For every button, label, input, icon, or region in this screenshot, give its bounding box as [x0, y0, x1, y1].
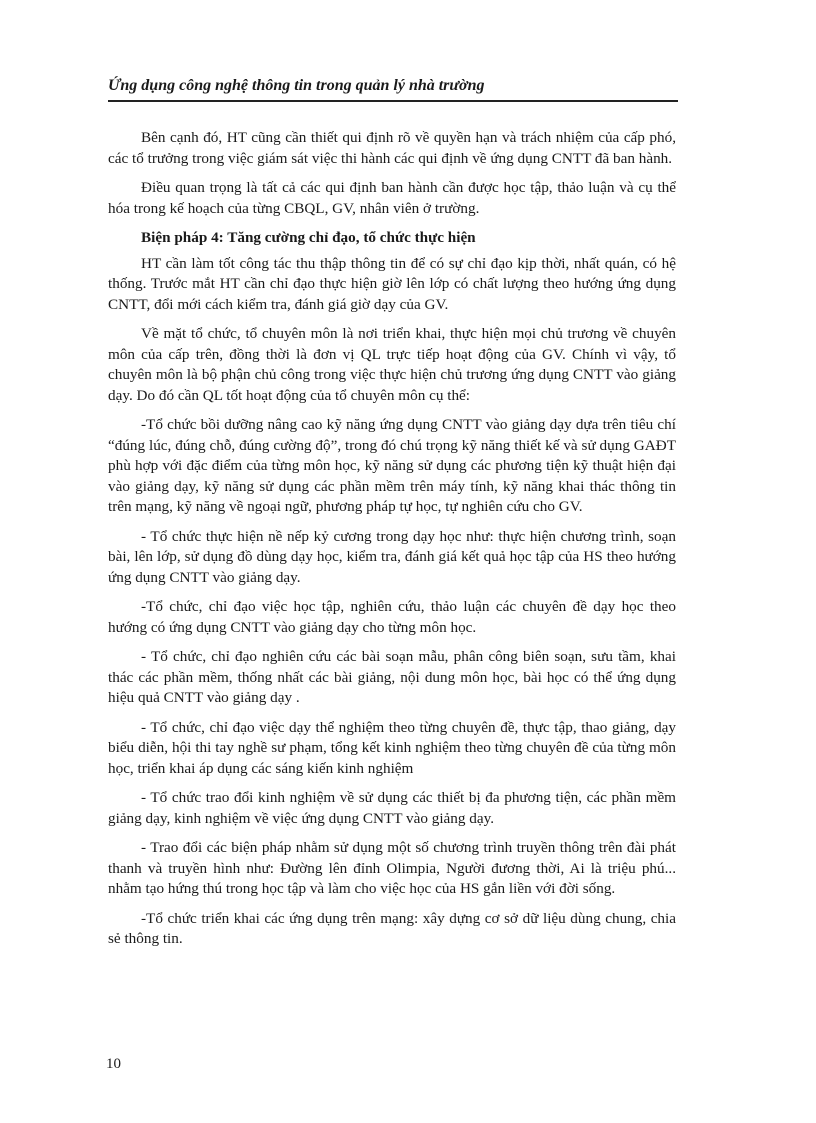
header-rule — [108, 100, 678, 102]
list-item: -Tổ chức, chỉ đạo việc học tập, nghiên cứu, thảo luận các chuyên đề dạy học theo hướng có ứng dụng CNTT vào giảng dạy cho từng môn học. — [108, 598, 676, 636]
list-item: - Tổ chức, chỉ đạo việc dạy thể nghiệm theo từng chuyên đề, thực tập, thao giảng, dạy biểu diễn, hội thi tay nghề sư phạm, tổng kết kinh nghiệm theo từng chuyên đề của từng môn học, triển khai áp dụng các sáng kiến kinh nghiệm — [108, 718, 676, 777]
list-item: - Tổ chức trao đổi kinh nghiệm về sử dụng các thiết bị đa phương tiện, các phần mềm giảng dạy, kinh nghiệm về việc ứng dụng CNTT vào giảng dạy. — [108, 789, 676, 827]
list-item: - Trao đổi các biện pháp nhằm sử dụng một số chương trình truyền thông trên đài phát thanh và truyền hình như: Đường lên đỉnh Olimpia, Người đương thời, Ai là triệu phú... nhằm tạo hứng thú trong học tập và làm cho việc học của HS gắn liền với đời sống. — [108, 839, 676, 897]
paragraph: Về mặt tổ chức, tổ chuyên môn là nơi triển khai, thực hiện mọi chủ trương về chuyên môn của cấp trên, đồng thời là đơn vị QL trực tiếp hoạt động của GV. Chính vì vậy, tổ chuyên môn là bộ phận chủ công trong việc thực hiện chủ trương ứng dụng CNTT vào giảng dạy. Do đó cần QL tốt hoạt động của tổ chuyên môn cụ thể: — [108, 325, 676, 404]
paragraph: Bên cạnh đó, HT cũng cần thiết qui định rõ về quyền hạn và trách nhiệm của cấp phó, các tổ trưởng trong việc giám sát việc thi hành các qui định về ứng dụng CNTT đã ban hành. — [108, 129, 676, 167]
list-item: - Tổ chức thực hiện nề nếp kỷ cương trong dạy học như: thực hiện chương trình, soạn bài, lên lớp, sử dụng đồ dùng dạy học, kiểm tra, đánh giá kết quả học tập của HS theo hướng ứng dụng CNTT vào giảng dạy. — [108, 527, 676, 586]
list-item: - Tổ chức, chỉ đạo nghiên cứu các bài soạn mẫu, phân công biên soạn, sưu tầm, khai thác các phần mềm, thống nhất các bài giảng, nội dung môn học, bài học có thể ứng dụng hiệu quả CNTT vào giảng dạy . — [108, 648, 676, 706]
list-item: -Tổ chức triển khai các ứng dụng trên mạng: xây dựng cơ sở dữ liệu dùng chung, chia sẻ thông tin. — [108, 909, 676, 947]
page-number: 10 — [106, 1056, 121, 1072]
header-title: Ứng dụng công nghệ thông tin trong quản lý nhà trường — [108, 77, 485, 94]
paragraph: Điều quan trọng là tất cả các qui định ban hành cần được học tập, thảo luận và cụ thể hóa trong kế hoạch của từng CBQL, GV, nhân viên ở trường. — [108, 179, 676, 217]
section-heading: Biện pháp 4: Tăng cường chỉ đạo, tổ chức thực hiện — [141, 229, 476, 246]
list-item: -Tổ chức bồi dưỡng nâng cao kỹ năng ứng dụng CNTT vào giảng dạy dựa trên tiêu chí “đúng lúc, đúng chỗ, đúng cường độ”, trong đó chú trọng kỹ năng thiết kế và sử dụng GAĐT phù hợp với đặc điểm của từng môn học, kỹ năng sử dụng các phương tiện kỹ thuật hiện đại vào giảng dạy, kỹ năng sử dụng các phần mềm trên máy tính, kỹ năng khai thác thông tin trên mạng, kỹ năng về ngoại ngữ, phương pháp tự học, tự nghiên cứu cho GV. — [108, 416, 676, 515]
paragraph: HT cần làm tốt công tác thu thập thông tin để có sự chỉ đạo kịp thời, nhất quán, có hệ thống. Trước mắt HT cần chỉ đạo thực hiện giờ lên lớp có chất lượng theo hướng ứng dụng CNTT, đổi mới cách kiểm tra, đánh giá giờ dạy của GV. — [108, 254, 676, 313]
body-text — [108, 128, 676, 959]
page-header — [108, 76, 678, 102]
